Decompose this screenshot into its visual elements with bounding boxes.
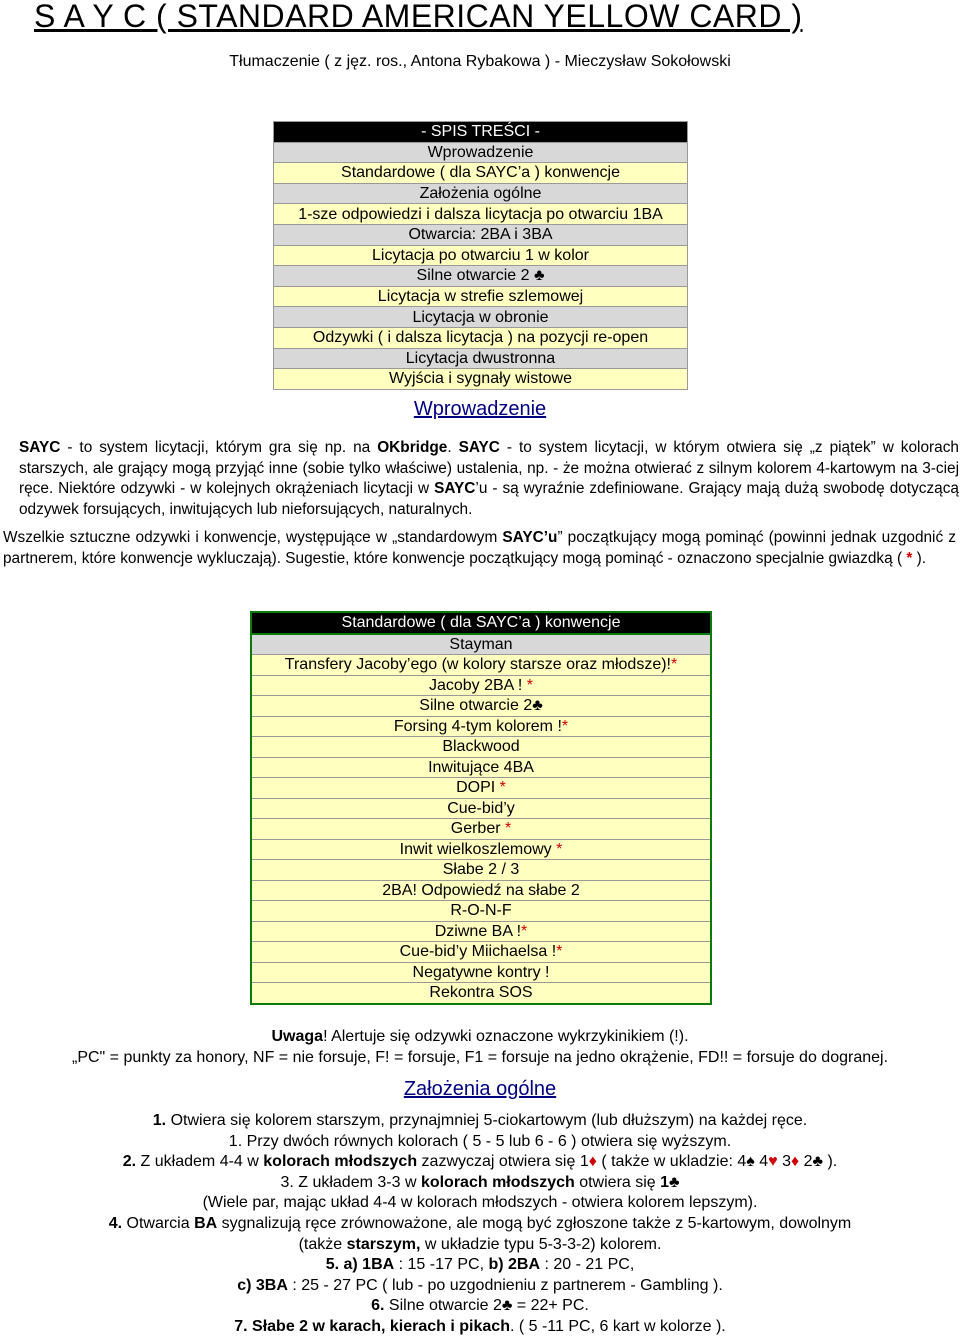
rule-3-note: (Wiele par, mając układ 4-4 w kolorach młodszych - otwiera kolorem lepszym). <box>202 1194 758 1212</box>
toc-item[interactable]: Założenia ogólne <box>274 183 688 204</box>
rule-5c: c) 3BA : 25 - 27 PC ( lub - po uzgodnieniu z partnerem - Gambling ). <box>237 1276 723 1294</box>
convention-item: Stayman <box>251 634 711 655</box>
translation-credit: Tłumaczenie ( z jęz. ros., Antona Rybakowa ) - Mieczysław Sokołowski <box>229 53 731 70</box>
toc-item[interactable]: 1-sze odpowiedzi i dalsza licytacja po otwarciu 1BA <box>274 204 688 225</box>
rule-4: 4. Otwarcia BA sygnalizują ręce zrównoważone, ale mogą być zgłoszone także z 5-kartowym, dowolnym <box>108 1214 852 1232</box>
convention-item: 2BA! Odpowiedź na słabe 2 <box>251 880 711 901</box>
intro-heading: Wprowadzenie <box>413 398 547 420</box>
toc-item[interactable]: Odzywki ( i dalsza licytacja ) na pozycji re-open <box>274 327 688 348</box>
convention-item: Negatywne kontry ! <box>251 962 711 983</box>
convention-item: Cue-bid’y Miichaelsa !* <box>251 942 711 963</box>
diamond-icon: ♦ <box>588 1153 597 1171</box>
toc-item[interactable]: Licytacja w obronie <box>274 307 688 328</box>
convention-item: Dziwne BA !* <box>251 921 711 942</box>
convention-item: DOPI * <box>251 778 711 799</box>
alert-note: Uwaga! Alertuje się odzywki oznaczone wykrzykinikiem (!). <box>271 1028 689 1045</box>
conventions-table <box>250 611 712 1005</box>
abbreviations-note: „PC" = punkty za honory, NF = nie forsuje, F! = forsuje, F1 = forsuje na jedno okrążenie, FD!! = forsuje do dogranej. <box>71 1049 889 1066</box>
toc-item[interactable]: Licytacja dwustronna <box>274 348 688 369</box>
convention-item: Słabe 2 / 3 <box>251 860 711 881</box>
toc-item[interactable]: Licytacja po otwarciu 1 w kolor <box>274 245 688 266</box>
diamond-icon: ♦ <box>790 1153 800 1171</box>
general-heading: Założenia ogólne <box>403 1078 557 1100</box>
convention-item: Forsing 4-tym kolorem !* <box>251 716 711 737</box>
convention-item: Transfery Jacoby’ego (w kolory starsze oraz młodsze)!* <box>251 655 711 676</box>
heart-icon: ♥ <box>768 1153 778 1171</box>
conventions-header: Standardowe ( dla SAYC’a ) konwencje <box>251 612 711 634</box>
toc-header: - SPIS TREŚCI - <box>274 122 688 143</box>
toc-item[interactable]: Licytacja w strefie szlemowej <box>274 286 688 307</box>
toc-item[interactable]: Wyjścia i sygnały wistowe <box>274 369 688 390</box>
intro-paragraph-2: Wszelkie sztuczne odzywki i konwencje, występujące w „standardowym SAYC’u” początkujący mogą pominąć (powinni jednak uzgodnić z partnerem, które konwencje wykluczają). Sugestie, które konwencje początkujący mogą pominąć - oznaczono specjalnie gwiazdką ( * ). <box>3 529 956 567</box>
rule-5: 5. a) 1BA : 15 -17 PC, b) 2BA : 20 - 21 PC, <box>325 1256 635 1274</box>
convention-item: Blackwood <box>251 737 711 758</box>
rule-1a: 1. Przy dwóch równych kolorach ( 5 - 5 lub 6 - 6 ) otwiera się wyższym. <box>228 1132 732 1150</box>
convention-item: Cue-bid’y <box>251 798 711 819</box>
convention-item: Rekontra SOS <box>251 983 711 1004</box>
toc-item[interactable]: Standardowe ( dla SAYC’a ) konwencje <box>274 163 688 184</box>
convention-item: Inwitujące 4BA <box>251 757 711 778</box>
convention-item: R-O-N-F <box>251 901 711 922</box>
toc-item[interactable]: Silne otwarcie 2 ♣ <box>274 266 688 287</box>
general-rules <box>0 1111 960 1338</box>
rule-4-cont: (także starszym, w układzie typu 5-3-3-2) kolorem. <box>298 1235 662 1253</box>
rule-6: 6. Silne otwarcie 2♣ = 22+ PC. <box>371 1297 589 1315</box>
rule-7: 7. Słabe 2 w karach, kierach i pikach. ( 5 -11 PC, 6 kart w kolorze ). <box>234 1317 726 1335</box>
convention-item: Jacoby 2BA ! * <box>251 675 711 696</box>
toc-item[interactable]: Otwarcia: 2BA i 3BA <box>274 224 688 245</box>
rule-2: 2. Z układem 4-4 w kolorach młodszych zazwyczaj otwiera się 1♦ ( także w ukladzie: 4♠ 4♥ 3♦ 2♣ ). <box>122 1153 838 1171</box>
convention-item: Silne otwarcie 2♣ <box>251 696 711 717</box>
intro-paragraph-1: SAYC - to system licytacji, którym gra się np. na OKbridge. SAYC - to system licytacji, w którym otwiera się „z piątek” w kolorach starszych, ale grający mogą przyjąć inne (sobie tylko właściwe) ustalenia, np. - że można otwierać z silnym kolorem 4-kartowym na 3-ciej ręce. Niektóre odzywki - w kolejnych okrążeniach licytacji w SAYC’u - są wyraźnie zdefiniowane. Grający mają dużą swobodę dotyczącą odzywek forsujących, inwitujących lub nieforsujących, naturalnych. <box>19 439 959 518</box>
rule-1: 1. Otwiera się kolorem starszym, przynajmniej 5-ciokartowym (lub dłuższym) na każdej ręce. <box>152 1112 808 1129</box>
rule-3: 3. Z układem 3-3 w kolorach młodszych otwiera się 1♣ <box>280 1173 680 1191</box>
document-title: S A Y C ( STANDARD AMERICAN YELLOW CARD ) <box>34 0 803 34</box>
convention-item: Gerber * <box>251 819 711 840</box>
convention-item: Inwit wielkoszlemowy * <box>251 839 711 860</box>
toc-item[interactable]: Wprowadzenie <box>274 142 688 163</box>
table-of-contents <box>273 121 688 390</box>
